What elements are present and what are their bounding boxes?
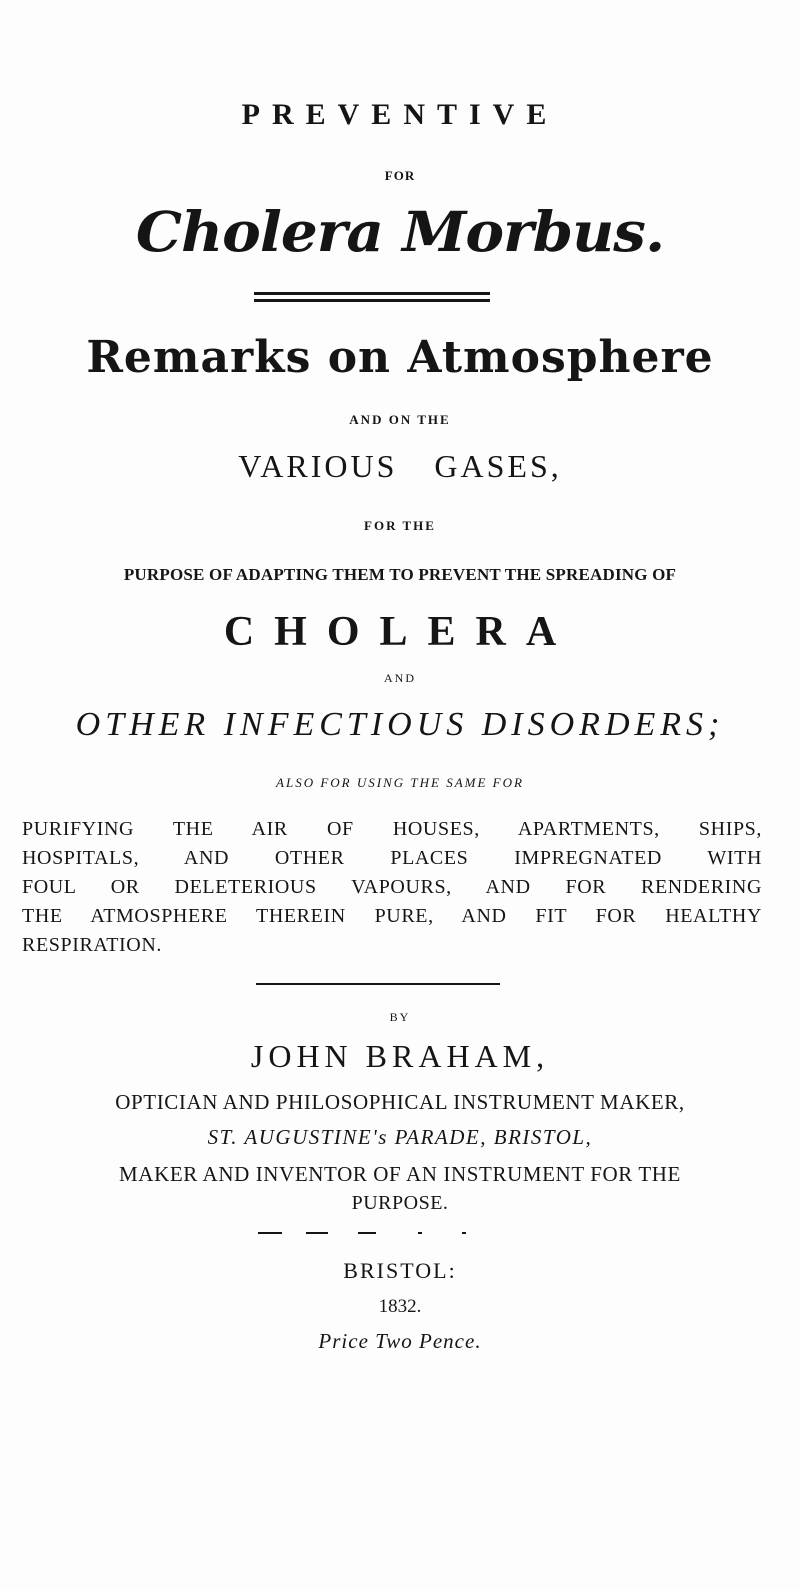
imprint-place: BRISTOL: [343, 1258, 457, 1283]
dash-segment [462, 1232, 466, 1234]
subtitle-blackletter: Remarks on Atmosphere [86, 332, 714, 383]
cholera-heading: CHOLERA [223, 609, 577, 655]
and-on-the-label: AND ON THE [349, 412, 451, 427]
for-the-label: FOR THE [364, 518, 436, 533]
dashed-rule-divider [258, 1232, 468, 1238]
imprint-year: 1832. [378, 1296, 422, 1317]
purifying-paragraph [22, 815, 762, 960]
dash-segment [358, 1232, 376, 1234]
paragraph-line: PURIFYING THE AIR OF HOUSES, APARTMENTS, SHIPS, [22, 818, 762, 840]
single-rule-divider [256, 983, 500, 985]
dash-segment [258, 1232, 282, 1234]
heading-preventive: PREVENTIVE [241, 98, 559, 131]
double-rule-divider [254, 292, 490, 302]
paragraph-line: HOSPITALS, AND OTHER PLACES IMPREGNATED WITH [22, 847, 762, 869]
author-address: ST. AUGUSTINE's PARADE, BRISTOL, [207, 1125, 593, 1149]
dash-segment [418, 1232, 422, 1234]
purpose-line: PURPOSE OF ADAPTING THEM TO PREVENT THE SPREADING OF [123, 565, 677, 584]
price-line: Price Two Pence. [318, 1329, 482, 1353]
by-label: BY [389, 1010, 411, 1024]
for-label: FOR [384, 168, 416, 183]
various-gases-heading: VARIOUS GASES, [238, 448, 562, 484]
dash-segment [306, 1232, 328, 1234]
other-disorders-heading: OTHER INFECTIOUS DISORDERS; [75, 706, 725, 743]
paragraph-line: FOUL OR DELETERIOUS VAPOURS, AND FOR RENDERING [22, 876, 762, 898]
and-label: AND [384, 671, 416, 685]
main-title: Cholera Morbus. [135, 199, 665, 265]
paragraph-line: THE ATMOSPHERE THEREIN PURE, AND FIT FOR HEALTHY [22, 905, 762, 927]
inventor-line: MAKER AND INVENTOR OF AN INSTRUMENT FOR THE [119, 1162, 681, 1186]
author-occupation: OPTICIAN AND PHILOSOPHICAL INSTRUMENT MAKER, [115, 1090, 685, 1114]
inventor-line-purpose: PURPOSE. [351, 1192, 449, 1214]
also-for-using-line: ALSO FOR USING THE SAME FOR [276, 775, 524, 790]
author-name: JOHN BRAHAM, [250, 1038, 550, 1074]
paragraph-line: RESPIRATION. [22, 934, 162, 956]
